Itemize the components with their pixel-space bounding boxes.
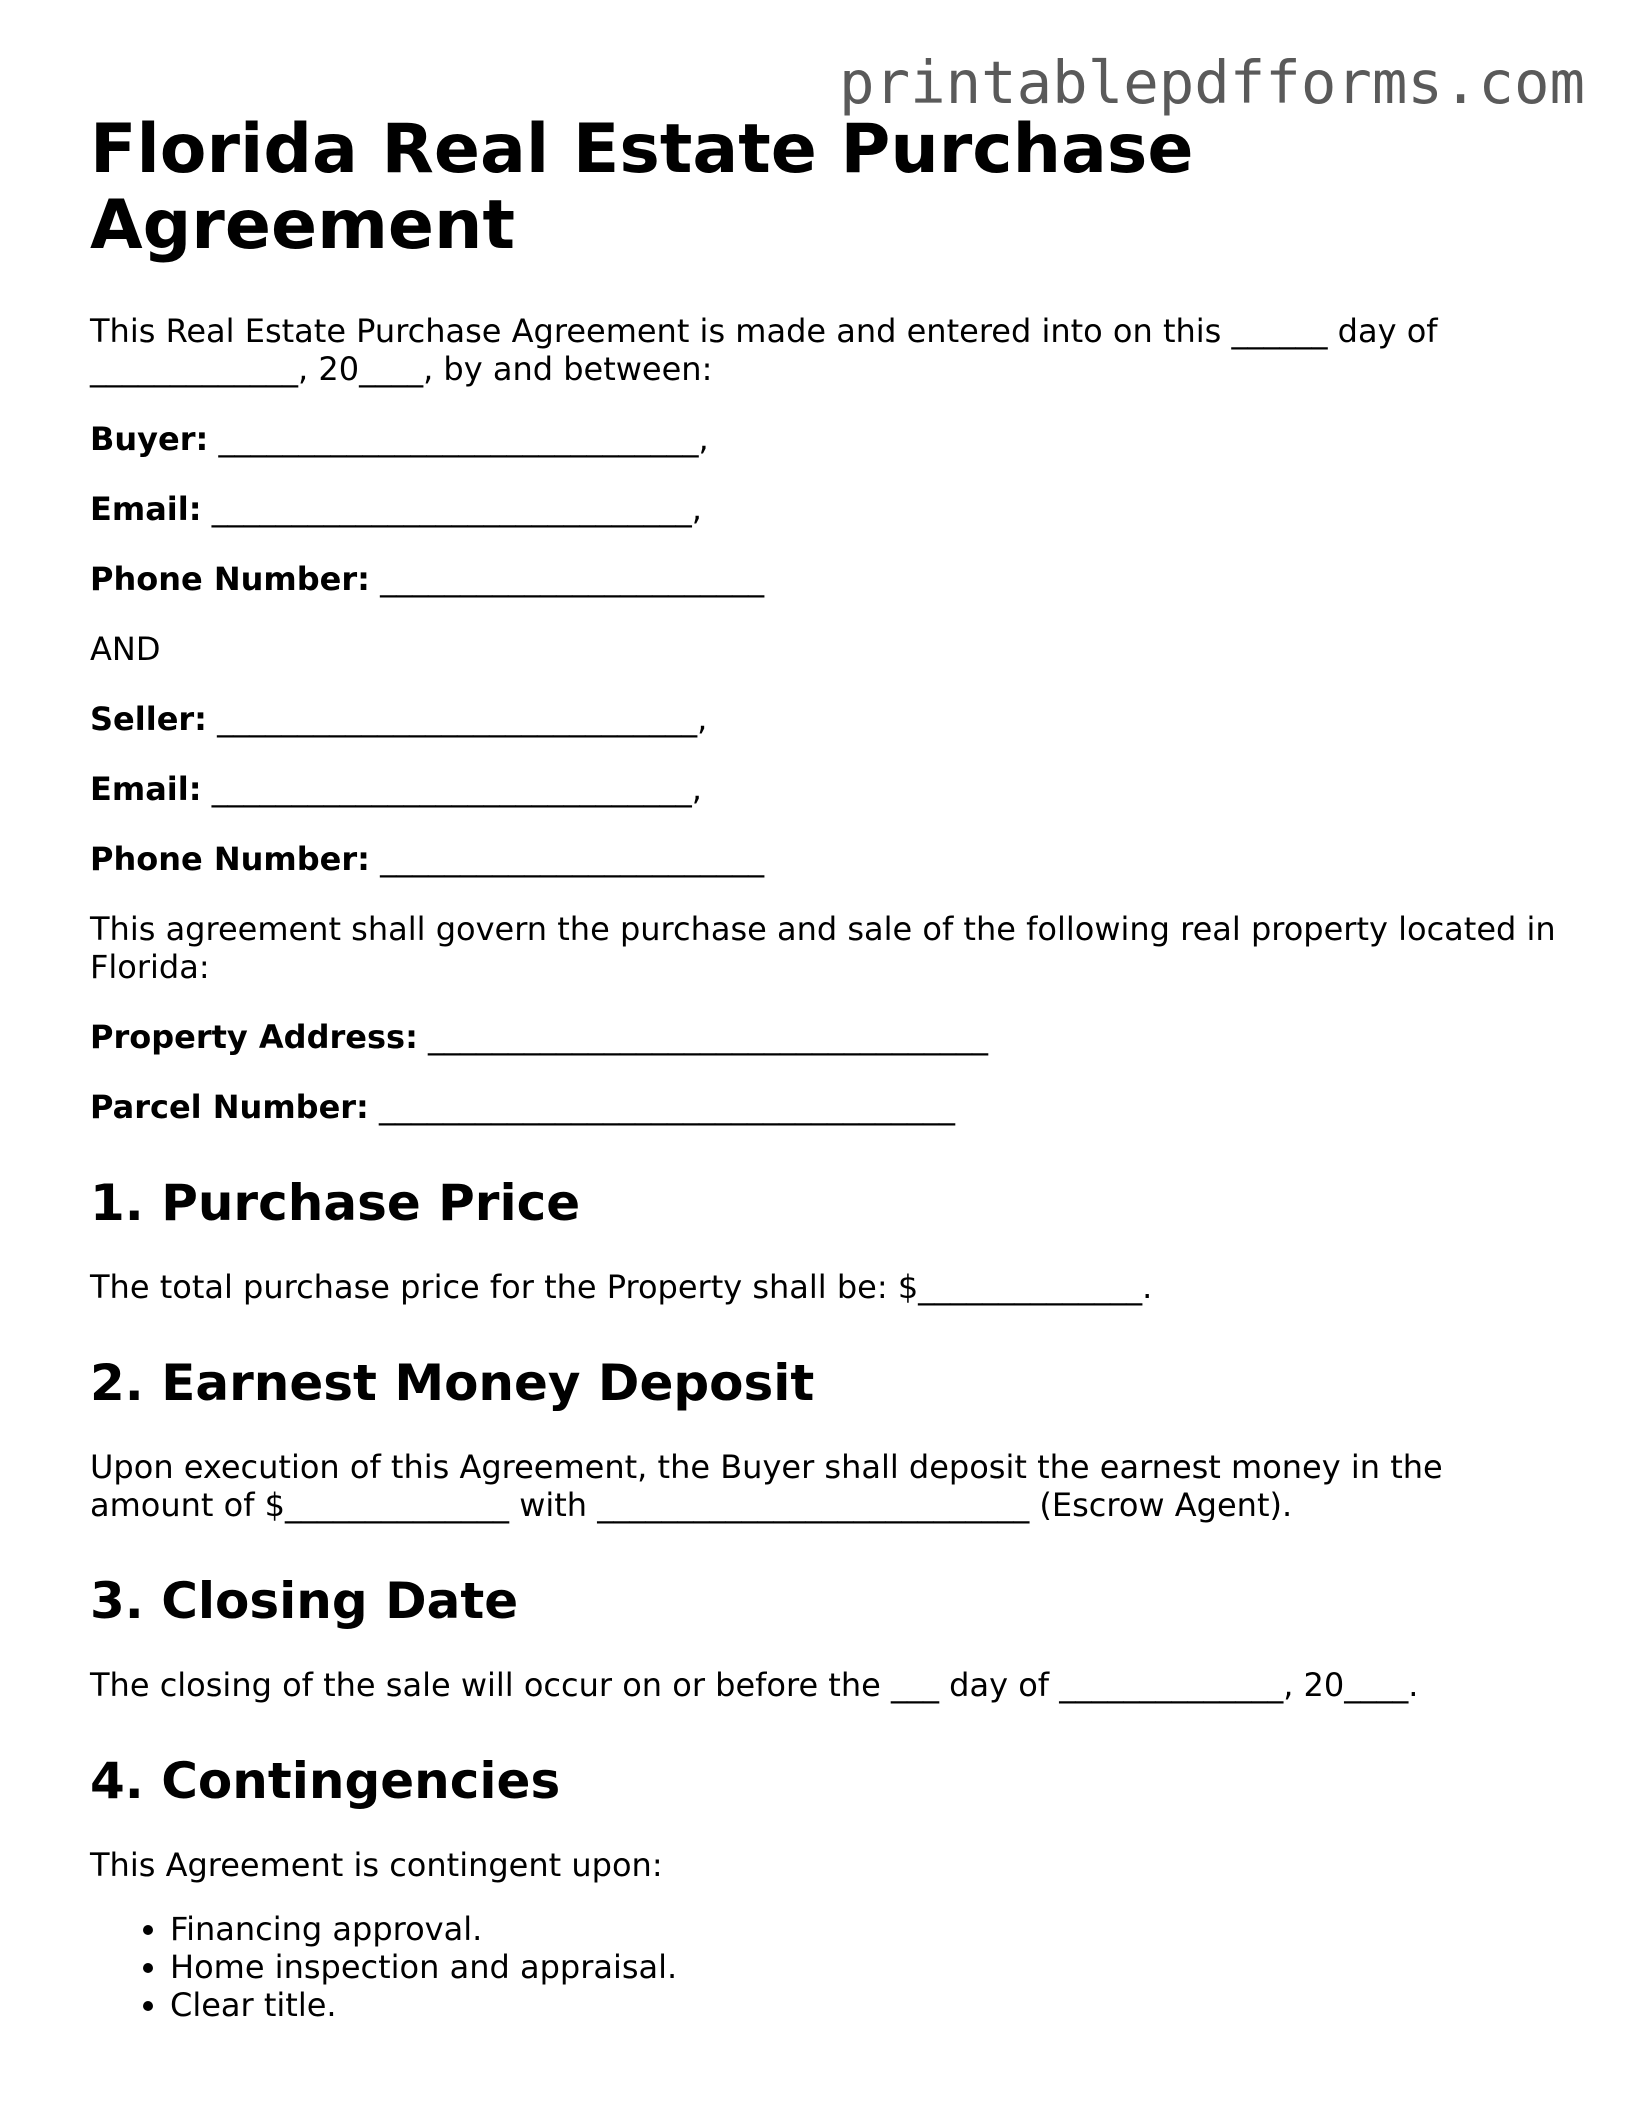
section-heading-closing-date: 3. Closing Date <box>90 1572 519 1630</box>
section-heading-earnest-money: 2. Earnest Money Deposit <box>90 1354 815 1412</box>
section-text-contingencies: This Agreement is contingent upon: <box>90 1846 663 1884</box>
and-separator: AND <box>90 630 161 668</box>
parcel-number-blank: ____________________________________ <box>368 1088 956 1126</box>
seller-email-label: Email: <box>90 770 202 808</box>
seller-phone-blank: ________________________ <box>369 840 765 878</box>
watermark: printablepdfforms.com <box>839 48 1585 117</box>
contingencies-list <box>90 1910 1560 2024</box>
document-page <box>90 112 1560 2024</box>
buyer-name-blank: ______________________________, <box>208 420 709 458</box>
parcel-number-label: Parcel Number: <box>90 1088 369 1126</box>
seller-email-field <box>90 770 1560 808</box>
property-address-label: Property Address: <box>90 1018 418 1056</box>
seller-name-blank: ______________________________, <box>206 700 708 738</box>
intro-paragraph: This Real Estate Purchase Agreement is made and entered into on this ______ day of _____________, 20____, by and between: <box>90 312 1438 388</box>
seller-phone-field <box>90 840 1560 878</box>
document-title: Florida Real Estate Purchase Agreement <box>90 110 1194 265</box>
buyer-email-field <box>90 490 1560 528</box>
seller-phone-label: Phone Number: <box>90 840 370 878</box>
seller-name-field <box>90 700 1560 738</box>
list-item: • Financing approval. <box>170 1910 1560 1948</box>
section-heading-purchase-price: 1. Purchase Price <box>90 1174 581 1232</box>
buyer-phone-blank: ________________________ <box>369 560 765 598</box>
section-text-closing-date: The closing of the sale will occur on or before the ___ day of ______________, 20____. <box>90 1666 1419 1704</box>
seller-email-blank: ______________________________, <box>201 770 702 808</box>
list-item: • Clear title. <box>170 1986 1560 2024</box>
buyer-name-label: Buyer: <box>90 420 209 458</box>
buyer-email-blank: ______________________________, <box>201 490 702 528</box>
seller-name-label: Seller: <box>90 700 207 738</box>
property-intro-paragraph: This agreement shall govern the purchase and sale of the following real property located in Florida: <box>90 910 1556 986</box>
property-address-blank: ___________________________________ <box>417 1018 989 1056</box>
buyer-name-field <box>90 420 1560 458</box>
list-item: • Home inspection and appraisal. <box>170 1948 1560 1986</box>
section-text-earnest-money: Upon execution of this Agreement, the Buyer shall deposit the earnest money in the amount of $______________ with ___________________________ (Escrow Agent). <box>90 1448 1443 1524</box>
buyer-email-label: Email: <box>90 490 202 528</box>
parcel-number-field <box>90 1088 1560 1126</box>
buyer-phone-label: Phone Number: <box>90 560 370 598</box>
property-address-field <box>90 1018 1560 1056</box>
buyer-phone-field <box>90 560 1560 598</box>
section-text-purchase-price: The total purchase price for the Property shall be: $______________. <box>90 1268 1153 1306</box>
section-heading-contingencies: 4. Contingencies <box>90 1752 561 1810</box>
